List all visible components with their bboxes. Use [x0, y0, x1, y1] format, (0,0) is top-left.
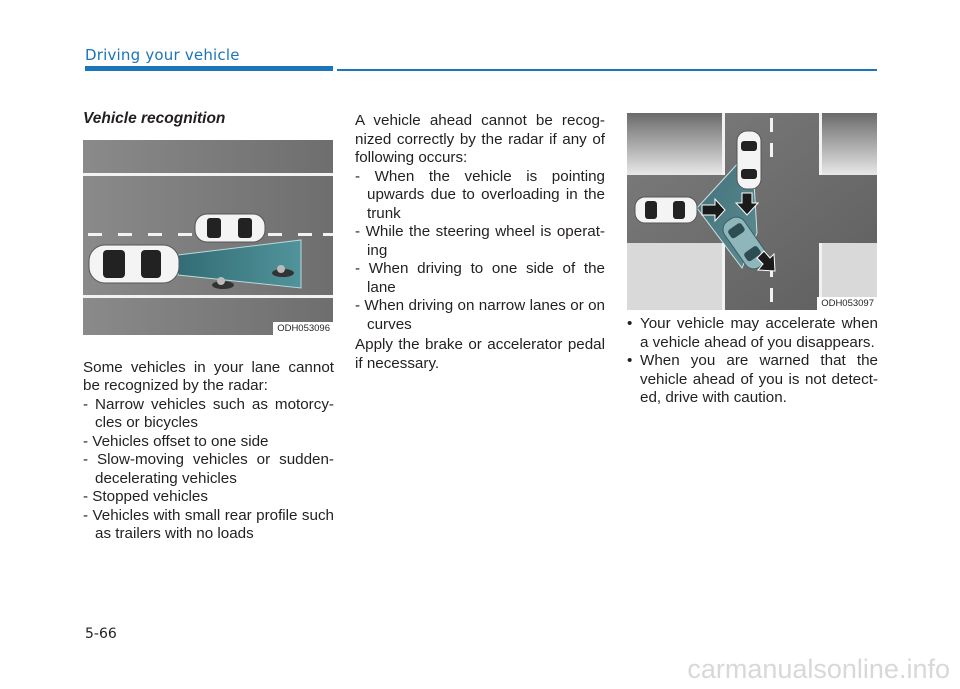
col3-bullet-text: Your vehicle may accelerate when a vehicle ahead of you disappears.	[640, 315, 878, 351]
column-2	[355, 112, 605, 373]
sidewalk-corner	[822, 113, 877, 175]
car-ahead-icon	[737, 131, 761, 189]
col1-item: - Vehicles offset to one side	[83, 432, 269, 450]
header-rule-thick	[85, 66, 333, 71]
col2-item: - While the steering wheel is operat-ing	[355, 223, 605, 259]
col2-closing: Apply the brake or accelerator pedal if necessary.	[355, 336, 605, 372]
road-edge-line	[722, 243, 725, 310]
road-edge-line	[819, 113, 822, 175]
col3-bullet	[627, 315, 878, 352]
col1-item: - Slow-moving vehicles or sudden-decelerating vehicles	[83, 451, 334, 487]
bullet-icon: •	[627, 352, 633, 369]
col1-item: - Stopped vehicles	[83, 488, 208, 505]
section-title: Driving your vehicle	[85, 46, 240, 64]
intersection-illustration	[627, 113, 877, 310]
col2-item: - When driving to one side of the lane	[355, 260, 605, 296]
figure-code: ODH053096	[273, 322, 333, 335]
col2-item: - When the vehicle is pointing upwards due to overloading in the trunk	[355, 167, 605, 222]
own-car-icon	[89, 245, 179, 283]
page-number: 5-66	[85, 626, 117, 642]
col1-item: - Vehicles with small rear profile such as trailers with no loads	[83, 506, 334, 542]
watermark: carmanualsonline.info	[687, 654, 950, 684]
lane-line	[83, 173, 333, 176]
car-ahead-icon	[195, 214, 265, 242]
col2-item: - When driving on narrow lanes or on curves	[355, 297, 605, 333]
road-edge-line	[722, 113, 725, 175]
lane-diagram	[83, 140, 333, 335]
vehicle-recognition-heading: Vehicle recognition	[83, 110, 226, 127]
sidewalk-corner	[627, 243, 722, 310]
col1-intro: Some vehicles in your lane cannot be recognized by the radar:	[83, 358, 334, 394]
sidewalk-corner	[627, 113, 722, 175]
col2-intro: A vehicle ahead cannot be recog-nized correctly by the radar if any of following occurs:	[355, 112, 605, 166]
header-rule-thin	[337, 69, 877, 71]
intersection-diagram	[627, 113, 877, 310]
col1-item: - Narrow vehicles such as motorcy-cles or bicycles	[83, 395, 334, 431]
own-car-icon	[635, 197, 697, 223]
radar-lane-illustration	[83, 140, 333, 335]
col3-bullet	[627, 352, 878, 408]
col3-bullet-text: When you are warned that the vehicle ahead of you is not detect-ed, drive with caution.	[640, 352, 878, 406]
figure-code: ODH053097	[817, 297, 877, 310]
lane-line	[83, 295, 333, 298]
column-3	[627, 315, 878, 408]
bullet-icon: •	[627, 315, 633, 332]
